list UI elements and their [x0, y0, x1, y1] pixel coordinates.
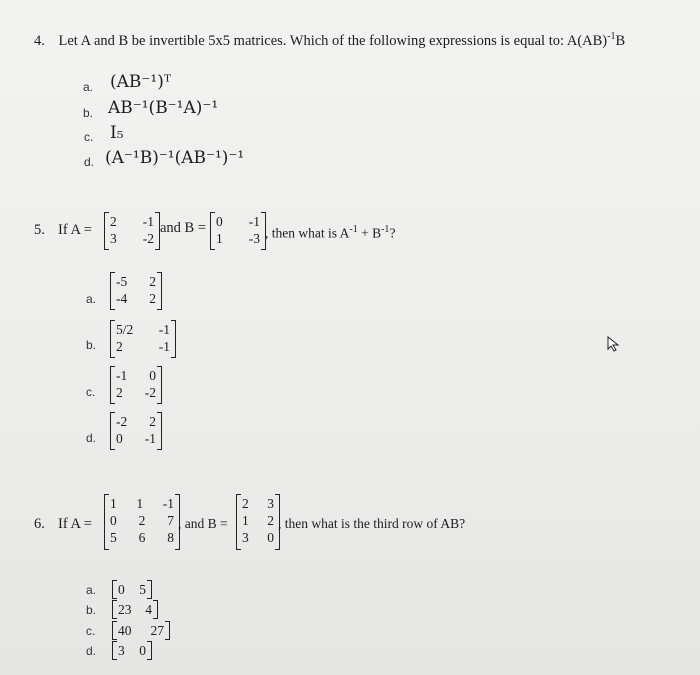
matrix-cell: 2 [138, 513, 146, 528]
q6-and-b: , and B = [178, 516, 228, 531]
matrix-cell: 3 [242, 530, 249, 545]
matrix-cell: 23 [118, 602, 132, 617]
q5-plus: + B [361, 225, 382, 241]
q4-choice-a-label[interactable]: a. [83, 80, 94, 94]
matrix-cell: 0 [267, 530, 274, 545]
matrix-cell: -1 [248, 214, 260, 229]
matrix-cell: 0 [139, 643, 146, 658]
q5-and-b: and B = [160, 220, 207, 236]
matrix-cell: -1 [162, 496, 174, 511]
matrix-cell: 2 [110, 214, 117, 229]
matrix-cell: 2 [116, 385, 123, 400]
matrix-cell: 3 [118, 643, 125, 658]
matrix-cell: 0 [110, 513, 117, 528]
q4-choice-b-label[interactable]: b. [83, 106, 94, 120]
q5-choice-c-matrix [110, 366, 162, 404]
q4-text: Let A and B be invertible 5x5 matrices. Which of the following expressions is equal to: A(AB) [58, 32, 608, 49]
matrix-cell: 2 [149, 291, 156, 306]
q6-choice-d-label[interactable]: d. [86, 644, 97, 658]
matrix-cell: 1 [242, 513, 249, 528]
q6-choice-a-label[interactable]: a. [86, 583, 97, 597]
matrix-cell: 3 [110, 231, 117, 246]
matrix-cell: -1 [158, 339, 170, 354]
q4-text-end: B [615, 32, 626, 49]
q5-question [265, 224, 395, 242]
q5-matrix-a [104, 212, 160, 250]
q4-sup: -1 [607, 31, 616, 42]
q4-prompt [34, 31, 625, 50]
matrix-cell: 3 [267, 496, 274, 511]
matrix-cell: 0 [116, 431, 123, 446]
matrix-cell: -1 [158, 322, 170, 337]
q5-then: , then what is A [265, 225, 350, 241]
matrix-cell: -1 [116, 368, 128, 383]
matrix-cell: 1 [216, 231, 223, 246]
matrix-cell: -1 [144, 431, 156, 446]
matrix-cell: 4 [145, 602, 152, 617]
q4-choice-c-label[interactable]: c. [84, 130, 94, 144]
matrix-cell: 2 [267, 513, 274, 528]
q6-question: , then what is the third row of AB? [278, 516, 466, 531]
matrix-cell: 1 [110, 496, 117, 511]
q6-matrix-b [236, 494, 280, 550]
matrix-cell: -1 [142, 214, 154, 229]
matrix-cell: -2 [116, 414, 128, 429]
mouse-pointer-icon [607, 336, 621, 352]
q6-choice-c-row [112, 621, 170, 640]
matrix-cell: 0 [149, 368, 156, 383]
q4-number: 4. [34, 32, 45, 49]
matrix-cell: -5 [116, 274, 128, 289]
q4-choice-a-expr: (AB⁻¹)ᵀ [110, 72, 171, 92]
q6-choice-a-row [112, 580, 152, 599]
q5-choice-b-matrix [110, 320, 176, 358]
q5-choice-a-matrix [110, 272, 162, 310]
q6-choice-b-row [112, 600, 158, 619]
matrix-cell: 2 [242, 496, 249, 511]
q6-number: 6. [34, 516, 45, 532]
q5-sup2: -1 [381, 224, 390, 235]
q5-number: 5. [34, 222, 45, 238]
q5-choice-a-label[interactable]: a. [86, 292, 97, 306]
matrix-cell: 0 [118, 582, 125, 597]
q4-choice-d-label[interactable]: d. [84, 155, 95, 169]
q5-choice-b-label[interactable]: b. [86, 338, 97, 352]
matrix-cell: 0 [216, 214, 223, 229]
matrix-cell: 2 [149, 414, 156, 429]
matrix-cell: 40 [118, 623, 132, 638]
q5-matrix-b [210, 212, 266, 250]
matrix-cell: 6 [138, 530, 146, 545]
q4-choice-d-expr: (A⁻¹B)⁻¹(AB⁻¹)⁻¹ [105, 148, 245, 168]
q5-choice-d-matrix [110, 412, 162, 450]
matrix-cell: -2 [144, 385, 156, 400]
matrix-cell: 5 [110, 530, 117, 545]
matrix-cell: 1 [136, 496, 144, 511]
q5-choice-d-label[interactable]: d. [86, 431, 97, 445]
q6-if-a: If A = [58, 516, 92, 532]
matrix-cell: -3 [248, 231, 260, 246]
matrix-cell: 2 [149, 274, 156, 289]
matrix-cell: -2 [142, 231, 154, 246]
matrix-cell: 5 [139, 582, 146, 597]
q5-if-a: If A = [58, 222, 92, 238]
q5-choice-c-label[interactable]: c. [86, 385, 96, 399]
matrix-cell: 27 [150, 623, 164, 638]
q6-choice-d-row [112, 641, 152, 660]
q4-choice-c-expr: I₅ [110, 123, 124, 143]
matrix-cell: 7 [167, 513, 174, 528]
q6-choice-b-label[interactable]: b. [86, 603, 97, 617]
matrix-cell: 8 [167, 530, 174, 545]
q5-qmark: ? [389, 225, 396, 241]
matrix-cell: 5/2 [116, 322, 134, 337]
q6-matrix-a [104, 494, 180, 550]
q6-choice-c-label[interactable]: c. [86, 624, 96, 638]
q5-sup1: -1 [349, 224, 358, 235]
q4-choice-b-expr: AB⁻¹(B⁻¹A)⁻¹ [108, 98, 219, 118]
matrix-cell: -4 [116, 291, 128, 306]
matrix-cell: 2 [116, 339, 123, 354]
